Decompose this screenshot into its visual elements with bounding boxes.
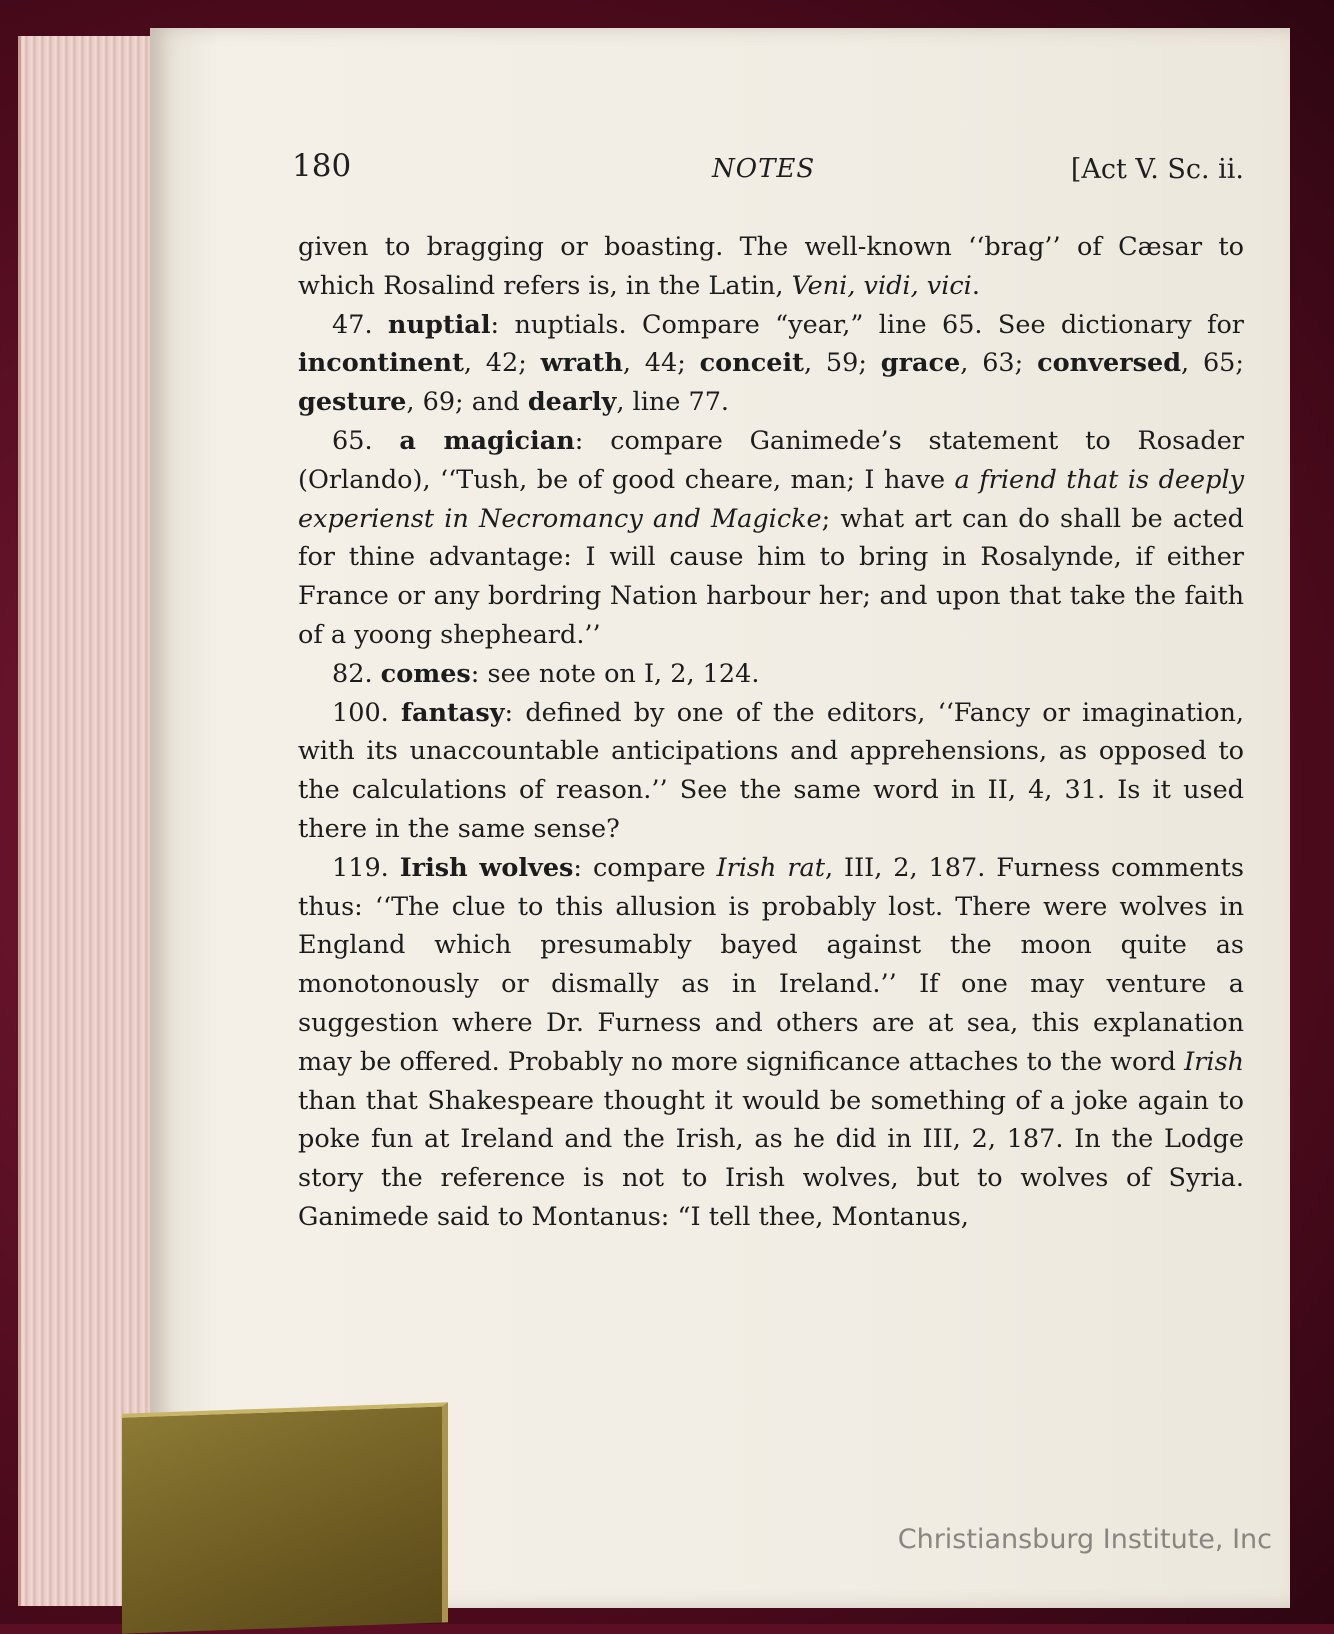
note-term: conversed bbox=[1037, 348, 1182, 379]
note-term: incontinent bbox=[298, 348, 464, 379]
note-text: : compare bbox=[573, 852, 717, 883]
note-term: dearly bbox=[527, 387, 617, 418]
note-text: : see note on I, 2, 124. bbox=[470, 658, 760, 689]
section-reference: [Act V. Sc. ii. bbox=[1070, 154, 1244, 185]
note-text: . bbox=[971, 270, 980, 301]
page-header bbox=[292, 148, 1244, 188]
note-text: 65. bbox=[332, 425, 400, 456]
note-text: given to bragging or boasting. The well-known ‘‘brag’’ of Cæsar to which Rosalind refers is, in the Latin, bbox=[298, 232, 1244, 301]
note-paragraph bbox=[298, 694, 1244, 849]
note-text: 47. bbox=[332, 309, 388, 340]
note-text: 100. bbox=[332, 697, 401, 728]
note-text: : nuptials. Compare “year,” line 65. See dictionary for bbox=[490, 309, 1244, 340]
note-term: a magician bbox=[399, 425, 575, 456]
note-text: , 63; bbox=[960, 348, 1038, 379]
italic-text: Irish bbox=[1184, 1046, 1244, 1077]
note-paragraph bbox=[298, 849, 1244, 1237]
note-text: , 69; and bbox=[406, 387, 528, 418]
note-text: , 59; bbox=[803, 348, 881, 379]
notes-body bbox=[298, 228, 1244, 1237]
note-term: fantasy bbox=[401, 697, 505, 728]
note-paragraph bbox=[298, 655, 1244, 694]
note-text: : compare Ganimede’s statement to Rosader (Orlando), ‘‘Tush, be of good cheare, man; I have bbox=[298, 425, 1244, 495]
note-paragraph bbox=[298, 228, 1244, 306]
italic-text: a friend that is deeply experienst in Necromancy and Magicke bbox=[298, 464, 1244, 534]
note-term: nuptial bbox=[387, 309, 491, 340]
italic-text: Veni, vidi, vici bbox=[791, 270, 972, 301]
note-term: wrath bbox=[540, 348, 623, 379]
note-term: gesture bbox=[298, 387, 407, 418]
note-text: , 44; bbox=[622, 348, 700, 379]
note-text: ; what art can do shall be acted for thine advantage: I will cause him to bring in Rosalynde, if either France or any bordring Nation harbour her; and upon that take the faith of a yoong shepheard.’’ bbox=[298, 503, 1244, 650]
note-text: 119. bbox=[332, 852, 400, 883]
note-term: Irish wolves bbox=[399, 852, 574, 883]
note-text: , line 77. bbox=[616, 387, 730, 418]
note-text: than that Shakespeare thought it would be something of a joke again to poke fun at Ireland and the Irish, as he did in III, 2, 187. In the Lodge story the reference is not to Irish wolves, but to wolves of Syria. Ganimede said to Montanus: “I tell thee, Montanus, bbox=[298, 1085, 1244, 1232]
note-text: 82. bbox=[332, 658, 381, 689]
note-text: : defined by one of the editors, ‘‘Fancy or imagination, with its unaccountable anticipations and apprehensions, as opposed to the calculations of reason.’’ See the same word in II, 4, 31. Is it used there in the same sense? bbox=[298, 697, 1244, 844]
note-text: , III, 2, 187. Furness comments thus: ‘‘The clue to this allusion is probably lost. There were wolves in England which presumably bayed against the moon quite as monotonously or dismally as in Ireland.’’ If one may venture a suggestion where Dr. Furness and others are at sea, this explanation may be offered. Probably no more significance attaches to the word bbox=[298, 852, 1245, 1077]
note-text: , 65; bbox=[1181, 348, 1244, 379]
note-text: , 42; bbox=[463, 348, 541, 379]
note-paragraph bbox=[298, 422, 1244, 655]
running-title: NOTES bbox=[712, 154, 816, 184]
page-edges bbox=[18, 36, 171, 1606]
note-term: conceit bbox=[699, 348, 804, 379]
note-paragraph bbox=[298, 306, 1244, 422]
gold-bookmark bbox=[122, 1402, 448, 1633]
note-term: grace bbox=[880, 348, 961, 379]
note-term: comes bbox=[380, 658, 471, 689]
page-number: 180 bbox=[292, 148, 352, 184]
italic-text: Irish rat bbox=[716, 852, 825, 883]
watermark: Christiansburg Institute, Inc bbox=[897, 1524, 1272, 1555]
